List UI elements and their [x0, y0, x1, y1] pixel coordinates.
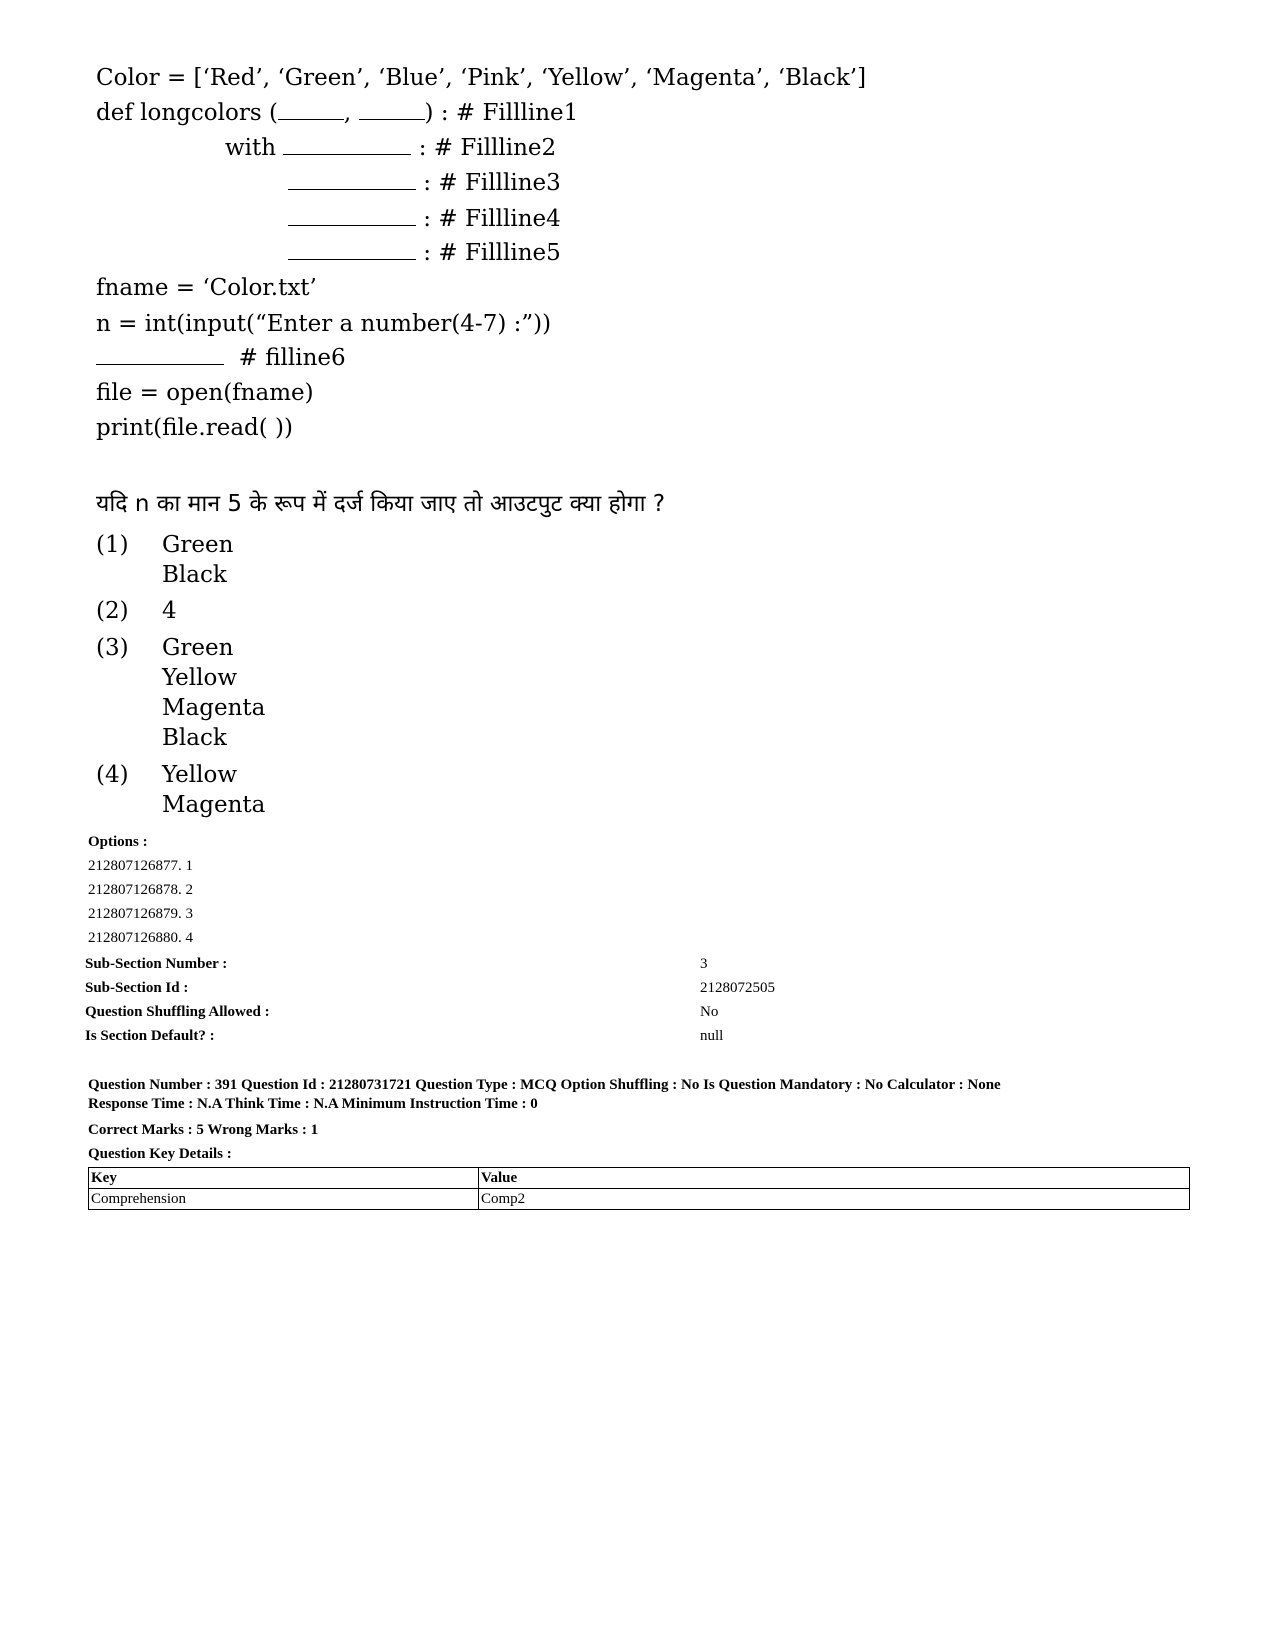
question-info: Question Number : 391 Question Id : 21280731721 Question Type : MCQ Option Shuffling : No Is Question Mandatory : No Calculator : None Response Time : N.A Think Time : N.A Minimum Instruction Time : 0: [88, 1077, 1001, 1112]
key-details-title: Question Key Details :: [88, 1146, 232, 1162]
option-id: 212807126880. 4: [88, 930, 193, 946]
options-list: [88, 854, 193, 950]
code-line-4: : # Fillline3: [288, 168, 561, 198]
code-line-6: : # Fillline5: [288, 238, 561, 268]
option-2-text: 4: [162, 598, 177, 624]
subsection-label: Is Section Default? :: [85, 1028, 215, 1044]
subsection-label: Sub-Section Number :: [85, 956, 228, 972]
table-cell: Comprehension: [89, 1189, 479, 1210]
code-line-7: fname = ‘Color.txt’: [96, 275, 317, 301]
blank: [288, 241, 416, 260]
subsection-label: Question Shuffling Allowed :: [85, 1004, 270, 1020]
marks-info: Correct Marks : 5 Wrong Marks : 1: [88, 1122, 319, 1138]
blank: [359, 101, 425, 120]
option-4-text: Yellow Magenta: [162, 762, 266, 818]
table-row: [89, 1189, 1190, 1210]
option-3-text: Green Yellow Magenta Black: [162, 635, 266, 751]
subsection-value: 3: [700, 956, 708, 972]
question-text: यदि n का मान 5 के रूप में दर्ज किया जाए तो आउटपुट क्या होगा ?: [96, 491, 666, 517]
table-cell: Comp2: [479, 1189, 1190, 1210]
option-number: (1): [96, 532, 129, 558]
option-id: 212807126878. 2: [88, 882, 193, 898]
option-number: (3): [96, 635, 129, 661]
subsection-value: 2128072505: [700, 980, 775, 996]
subsection-label: Sub-Section Id :: [85, 980, 189, 996]
blank: [278, 101, 344, 120]
blank: [283, 136, 411, 155]
table-header: Key: [89, 1168, 479, 1189]
options-title: Options :: [88, 834, 148, 850]
blank: [96, 346, 224, 365]
blank: [288, 207, 416, 226]
code-line-5: : # Fillline4: [288, 204, 561, 234]
blank: [288, 171, 416, 190]
table-header: Value: [479, 1168, 1190, 1189]
option-id: 212807126879. 3: [88, 906, 193, 922]
code-line-10: file = open(fname): [96, 380, 314, 406]
code-line-3: with : # Fillline2: [225, 135, 557, 161]
code-line-8: n = int(input(“Enter a number(4-7) :”)): [96, 311, 552, 337]
code-line-9: # filline6: [96, 343, 346, 373]
option-1-text: Green Black: [162, 532, 234, 588]
option-number: (2): [96, 598, 129, 624]
subsection-value: null: [700, 1028, 724, 1044]
table-header-row: [89, 1168, 1190, 1189]
code-line-1: Color = [‘Red’, ‘Green’, ‘Blue’, ‘Pink’, ‘Yellow’, ‘Magenta’, ‘Black’]: [96, 65, 867, 91]
option-id: 212807126877. 1: [88, 858, 193, 874]
code-line-2: def longcolors ( , ) : # Fillline1: [96, 100, 579, 126]
option-number: (4): [96, 762, 129, 788]
subsection-value: No: [700, 1004, 719, 1020]
code-line-11: print(file.read( )): [96, 415, 293, 441]
key-details-table: [88, 1167, 1190, 1210]
